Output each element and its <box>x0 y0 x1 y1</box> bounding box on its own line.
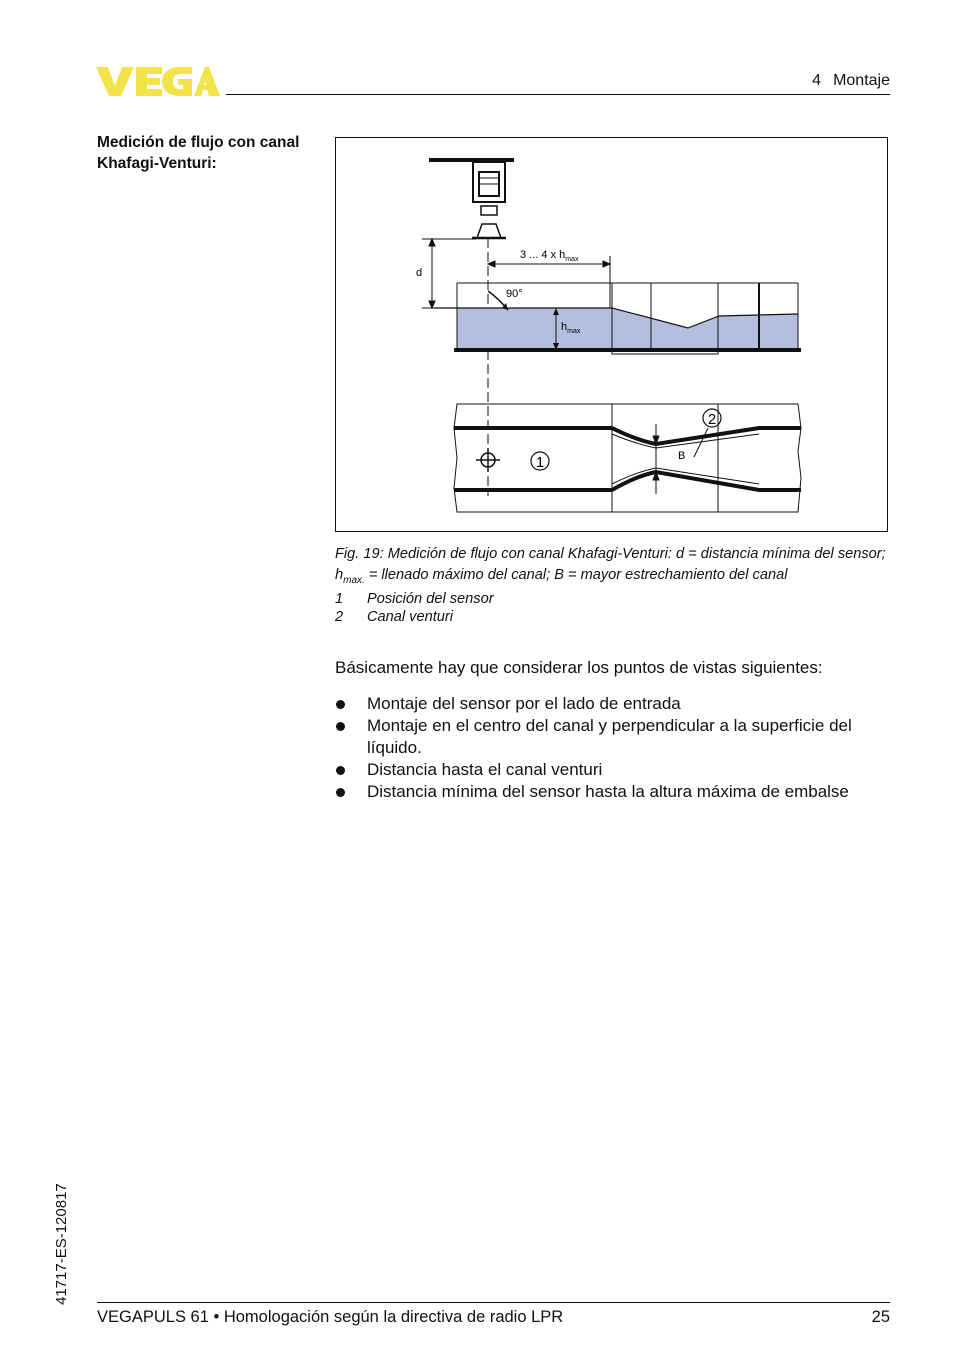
section-header <box>812 72 890 90</box>
sensor-icon <box>429 160 514 238</box>
figure-legend <box>335 590 494 626</box>
bullet-icon <box>336 766 345 775</box>
figure-caption <box>335 544 895 591</box>
intro-paragraph: Básicamente hay que considerar los puntos de vistas siguientes: <box>335 658 823 677</box>
legend-number: 2 <box>335 609 344 625</box>
list-item <box>335 715 891 759</box>
label-b: B <box>678 450 686 462</box>
caption-part2: = llenado máximo del canal; B = mayor estrechamiento del canal <box>364 567 788 583</box>
vega-logo <box>96 64 220 103</box>
label-distance: 3 ... 4 x h <box>520 249 566 261</box>
list-item <box>335 759 891 781</box>
label-distance-sub: max <box>565 256 579 263</box>
channel-top-view <box>454 404 801 512</box>
footer-rule <box>97 1302 890 1303</box>
svg-text:3 ... 4 x hmax <box>520 249 579 263</box>
figure-box <box>335 137 888 532</box>
section-number: 4 <box>812 72 822 89</box>
bullet-text: Montaje del sensor por el lado de entrada <box>367 694 681 713</box>
list-item <box>335 693 891 715</box>
page-number: 25 <box>871 1308 890 1326</box>
label-h: h <box>561 321 568 333</box>
marker-1: 1 <box>535 454 545 471</box>
section-title: Montaje <box>833 72 890 89</box>
document-code: 41717-ES-120817 <box>53 1183 70 1305</box>
bullet-icon <box>336 788 345 797</box>
bullet-text: Distancia mínima del sensor hasta la altura máxima de embalse <box>367 782 849 801</box>
bullet-list <box>335 693 891 803</box>
list-item <box>335 781 891 803</box>
legend-text: Canal venturi <box>367 609 453 625</box>
bullet-icon <box>336 722 345 731</box>
legend-text: Posición del sensor <box>367 591 494 607</box>
side-heading: Medición de flujo con canal Khafagi-Venturi: <box>97 134 300 172</box>
khafagi-venturi-diagram <box>336 138 889 533</box>
bullet-text: Montaje en el centro del canal y perpendicular a la superficie del líquido. <box>367 716 852 757</box>
distance-dimension <box>488 256 610 308</box>
bullet-icon <box>336 700 345 709</box>
label-angle: 90° <box>506 288 523 300</box>
legend-item <box>335 608 494 626</box>
d-dimension <box>422 239 476 308</box>
legend-number: 1 <box>335 591 344 607</box>
label-h-sub: max <box>567 328 581 335</box>
caption-sub: max. <box>343 574 365 586</box>
marker-2: 2 <box>707 411 717 428</box>
caption-part1: Fig. 19: Medición de flujo con canal Khafagi-Venturi: d = distancia mínima del sensor; h <box>335 546 886 583</box>
channel-side-view <box>434 283 801 354</box>
footer-text: VEGAPULS 61 • Homologación según la directiva de radio LPR <box>97 1308 564 1326</box>
label-d: d <box>416 267 423 279</box>
bullet-text: Distancia hasta el canal venturi <box>367 760 603 779</box>
legend-item <box>335 590 494 608</box>
header-rule <box>226 94 890 95</box>
